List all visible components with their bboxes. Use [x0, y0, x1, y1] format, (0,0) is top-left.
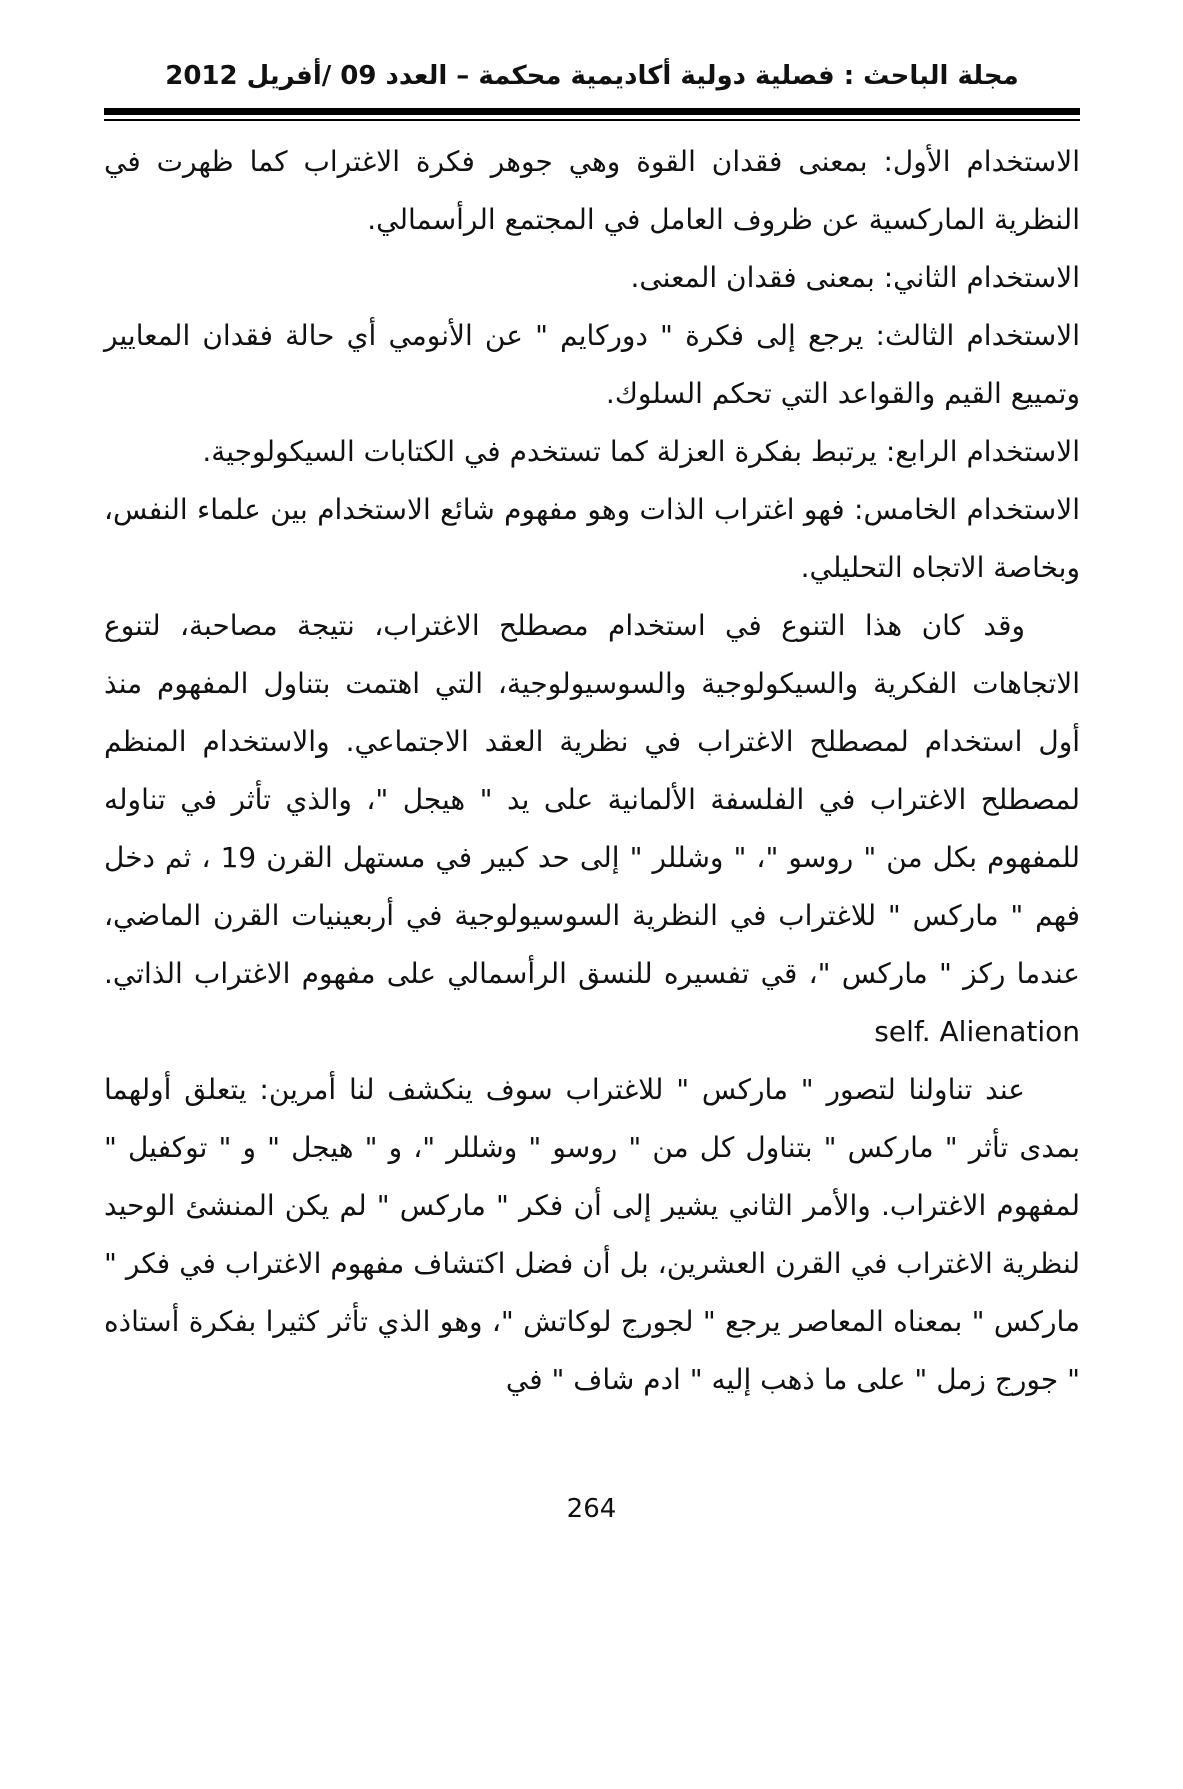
body-paragraph: الاستخدام الثالث: يرجع إلى فكرة " دوركايم " عن الأنومي أي حالة فقدان المعايير وتمييع القيم والقواعد التي تحكم السلوك. [104, 319, 1080, 410]
page-number: 264 [566, 1494, 617, 1524]
body-paragraph: الاستخدام الخامس: فهو اغتراب الذات وهو مفهوم شائع الاستخدام بين علماء النفس، وبخاصة الاتجاه التحليلي. [104, 493, 1080, 584]
header-rule [104, 108, 1080, 121]
body-paragraph: الاستخدام الثاني: بمعنى فقدان المعنى. [630, 261, 1080, 294]
body-paragraph: الاستخدام الرابع: يرتبط بفكرة العزلة كما تستخدم في الكتابات السيكولوجية. [202, 435, 1080, 468]
body-paragraph: وقد كان هذا التنوع في استخدام مصطلح الاغتراب، نتيجة مصاحبة، لتنوع الاتجاهات الفكرية والسيكولوجية والسوسيولوجية، التي اهتمت بتناول المفهوم منذ أول استخدام لمصطلح الاغتراب في نظرية العقد الاجتماعي. والاستخدام المنظم لمصطلح الاغتراب في الفلسفة الألمانية على يد " هيجل "، والذي تأثر في تناوله للمفهوم بكل من " روسو "، " وشللر " إلى حد كبير في مستهل القرن 19 ، ثم دخل فهم " ماركس " للاغتراب في النظرية السوسيولوجية في أربعينيات القرن الماضي، عندما ركز " ماركس "، قي تفسيره للنسق الرأسمالي على مفهوم الاغتراب الذاتي. self. Alienation [104, 609, 1080, 1048]
article-body [104, 133, 1080, 1409]
journal-header-title: مجلة الباحث : فصلية دولية أكاديمية محكمة – العدد 09 /أفريل 2012 [165, 61, 1019, 91]
body-paragraph: الاستخدام الأول: بمعنى فقدان القوة وهي جوهر فكرة الاغتراب كما ظهرت في النظرية الماركسية عن ظروف العامل في المجتمع الرأسمالي. [104, 145, 1080, 236]
body-paragraph: عند تناولنا لتصور " ماركس " للاغتراب سوف ينكشف لنا أمرين: يتعلق أولهما بمدى تأثر " ماركس " بتناول كل من " روسو " وشللر "، و " هيجل " و " توكفيل " لمفهوم الاغتراب. والأمر الثاني يشير إلى أن فكر " ماركس " لم يكن المنشئ الوحيد لنظرية الاغتراب في القرن العشرين، بل أن فضل اكتشاف مفهوم الاغتراب في فكر " ماركس " بمعناه المعاصر يرجع " لجورج لوكاتش "، وهو الذي تأثر كثيرا بفكرة أستاذه " جورج زمل " على ما ذهب إليه " ادم شاف " في [104, 1073, 1080, 1396]
